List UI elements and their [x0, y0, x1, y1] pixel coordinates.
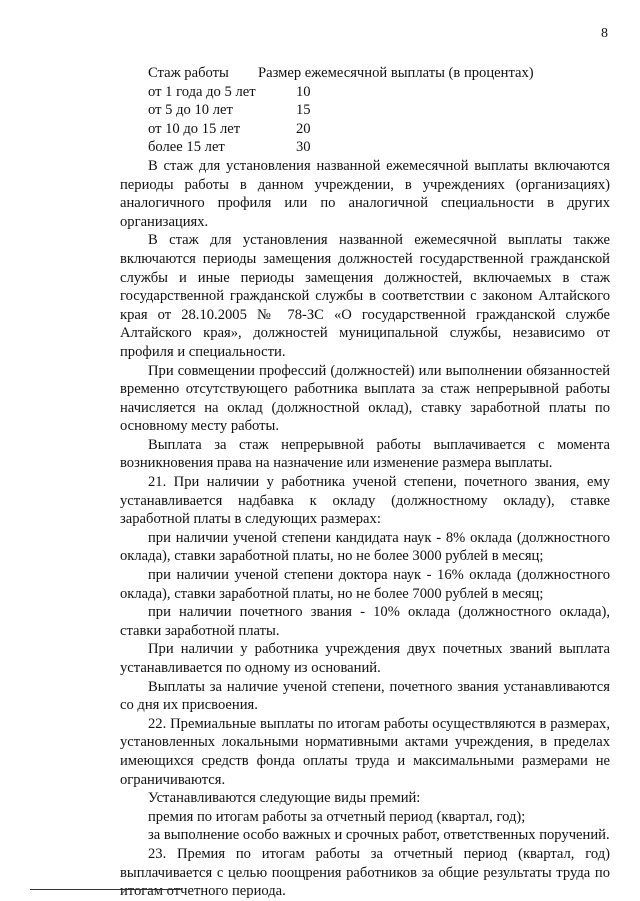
- table-cell-value: 15: [296, 102, 311, 119]
- paragraph: Выплаты за наличие ученой степени, почетного звания устанавливаются со дня их присвоения.: [120, 678, 610, 714]
- footer-divider: [30, 889, 182, 890]
- table-row: [120, 101, 610, 120]
- paragraph-section-22: 22. Премиальные выплаты по итогам работы осуществляются в размерах, установленных локальными нормативными актами учреждения, в пределах имеющихся средств фонда оплаты труда и максимальными размерами не ограничиваются.: [120, 715, 610, 788]
- table-header-payment: Размер ежемесячной выплаты (в процентах): [258, 65, 534, 81]
- paragraph: Выплата за стаж непрерывной работы выплачивается с момента возникновения права на назначение или изменение размера выплаты.: [120, 436, 610, 472]
- paragraph: В стаж для установления названной ежемесячной выплаты включаются периоды работы в данном учреждении, в учреждениях (организациях) аналогичного профиля или по аналогичной специальности в других организациях.: [120, 157, 610, 230]
- table-header-seniority: Стаж работы: [148, 65, 229, 81]
- page-number: 8: [601, 26, 608, 41]
- paragraph: Устанавливаются следующие виды премий:: [148, 790, 421, 807]
- paragraph: при наличии ученой степени доктора наук - 16% оклада (должностного оклада), ставки заработной платы, но не более 7000 рублей в месяц;: [120, 567, 610, 602]
- paragraph: при наличии почетного звания - 10% оклада (должностного оклада), ставки заработной платы.: [120, 604, 610, 639]
- document-body: [120, 64, 610, 901]
- table-cell-value: 20: [296, 120, 311, 137]
- paragraph: При наличии у работника учреждения двух почетных званий выплата устанавливается по одному из оснований.: [120, 641, 610, 676]
- table-cell-period: от 1 года до 5 лет: [148, 83, 256, 100]
- table-row: [120, 138, 610, 157]
- table-cell-value: 10: [296, 83, 311, 100]
- paragraph: за выполнение особо важных и срочных работ, ответственных поручений.: [148, 827, 610, 844]
- paragraph-section-21: 21. При наличии у работника ученой степени, почетного звания, ему устанавливается надбавка к окладу (должностному окладу), ставке заработной платы в следующих размерах:: [120, 474, 610, 528]
- table-row: [120, 83, 610, 102]
- paragraph: премия по итогам работы за отчетный период (квартал, год);: [148, 808, 526, 825]
- table-cell-period: более 15 лет: [148, 139, 225, 156]
- paragraph: В стаж для установления названной ежемесячной выплаты также включаются периоды замещения должностей государственной гражданской службы и иные периоды замещения должностей, включаемых в стаж государственной гражданской службы в соответствии с законом Алтайского края от 28.10.2005 № 78-ЗС «О государственной гражданской службе Алтайского края», должностей муниципальной службы, независимо от профиля и специальности.: [120, 232, 610, 360]
- table-row: [120, 120, 610, 139]
- table-cell-period: от 10 до 15 лет: [148, 120, 241, 137]
- table-cell-period: от 5 до 10 лет: [148, 102, 233, 119]
- seniority-table: [120, 64, 610, 157]
- paragraph: при наличии ученой степени кандидата наук - 8% оклада (должностного оклада), ставки заработной платы, но не более 3000 рублей в месяц;: [120, 529, 610, 565]
- paragraph: При совмещении профессий (должностей) или выполнении обязанностей временно отсутствующего работника выплата за стаж непрерывной работы начисляется на оклад (должностной оклад), ставку заработной платы по основному месту работы.: [120, 362, 610, 435]
- paragraph-section-23: 23. Премия по итогам работы за отчетный период (квартал, год) выплачивается с целью поощрения работников за общие результаты труда по итогам отчетного периода.: [120, 845, 610, 900]
- table-header: [120, 64, 610, 83]
- table-cell-value: 30: [296, 139, 311, 156]
